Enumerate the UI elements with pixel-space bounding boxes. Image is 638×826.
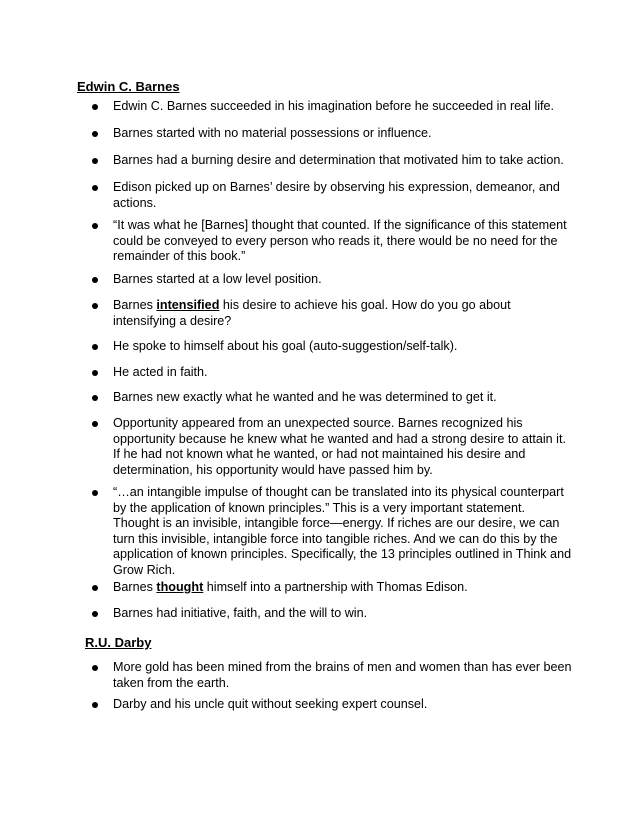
list-item-text: Edwin C. Barnes succeeded in his imagination before he succeeded in real life. <box>113 99 555 113</box>
bullet-icon <box>92 585 98 591</box>
list-item-text: “It was what he [Barnes] thought that counted. If the significance of this statement could be conveyed to every person who reads it, there would be no need for the remainder of this book.” <box>113 218 567 263</box>
section-heading-ru-darby: R.U. Darby <box>85 635 152 650</box>
bullet-icon <box>92 665 98 671</box>
bullet-icon <box>92 344 98 350</box>
bullet-icon <box>92 490 98 496</box>
text-after: himself into a partnership with Thomas Edison. <box>203 580 468 594</box>
bullet-icon <box>92 277 98 283</box>
text-before: Barnes <box>113 298 157 312</box>
list-item-text: Barnes new exactly what he wanted and he was determined to get it. <box>113 390 497 404</box>
list-item-text: He spoke to himself about his goal (auto-suggestion/self-talk). <box>113 339 458 353</box>
list-item-text <box>113 580 573 596</box>
list-item-text: Barnes had a burning desire and determination that motivated him to take action. <box>113 153 564 167</box>
bullet-icon <box>92 104 98 110</box>
bullet-icon <box>92 303 98 309</box>
list-item-text: Opportunity appeared from an unexpected source. Barnes recognized his opportunity because he knew what he wanted and had a strong desire to attain it. If he had not known what he wanted, or had not maintained his desire and determination, his opportunity would have passed him by. <box>113 416 566 477</box>
bullet-icon <box>92 370 98 376</box>
bullet-icon <box>92 185 98 191</box>
bullet-icon <box>92 131 98 137</box>
list-item-text: “…an intangible impulse of thought can be translated into its physical counterpart by the application of known principles.” This is a very important statement. Thought is an invisible, intangible force—energy. If riches are our desire, we can turn this invisible, intangible force into tangible riches. And we can do this by the application of known principles. Specifically, the 13 principles outlined in Think and Grow Rich. <box>113 485 572 577</box>
emphasized-word: intensified <box>156 298 220 312</box>
text-after: his desire to achieve his goal. How do you go about intensifying a desire? <box>113 298 511 328</box>
bullet-icon <box>92 223 98 229</box>
bullet-icon <box>92 421 98 427</box>
emphasized-word: thought <box>156 580 204 594</box>
bullet-icon <box>92 395 98 401</box>
text-before: Barnes <box>113 580 157 594</box>
list-item-text: More gold has been mined from the brains of men and women than has ever been taken from the earth. <box>113 660 572 690</box>
list-item-text: Barnes started at a low level position. <box>113 272 322 286</box>
bullet-icon <box>92 158 98 164</box>
list-item-text: He acted in faith. <box>113 365 208 379</box>
bullet-icon <box>92 702 98 708</box>
list-item-text: Edison picked up on Barnes’ desire by observing his expression, demeanor, and actions. <box>113 180 560 210</box>
bullet-icon <box>92 611 98 617</box>
list-item-text <box>113 298 573 329</box>
list-item-text: Darby and his uncle quit without seeking expert counsel. <box>113 697 428 711</box>
list-item-text: Barnes started with no material possessions or influence. <box>113 126 432 140</box>
list-item-text: Barnes had initiative, faith, and the will to win. <box>113 606 368 620</box>
section-heading-edwin-barnes: Edwin C. Barnes <box>77 79 180 94</box>
